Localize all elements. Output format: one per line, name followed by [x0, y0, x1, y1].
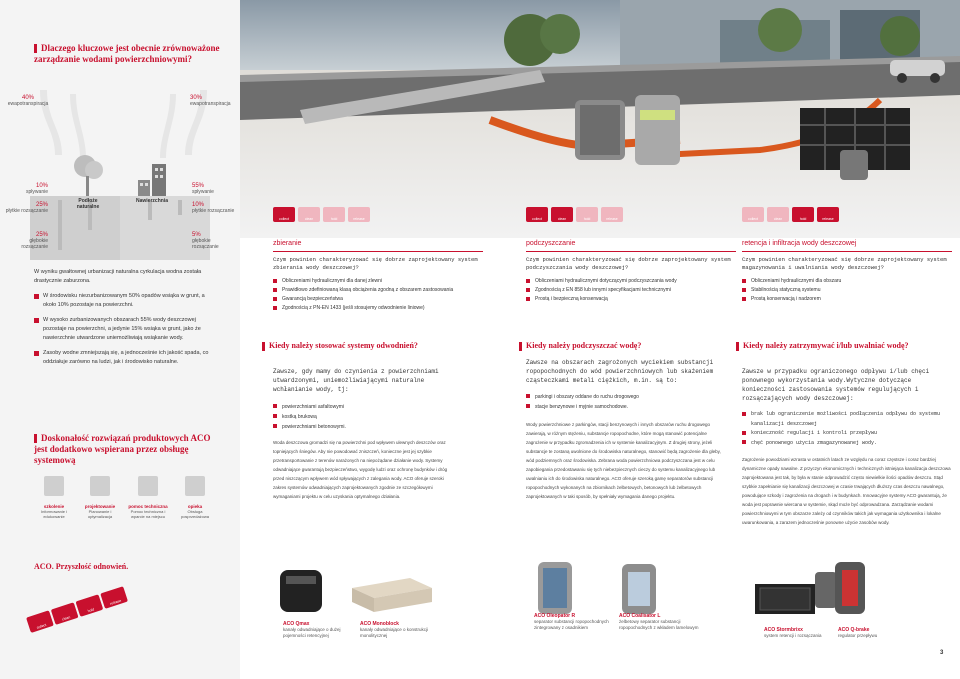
icon-label: release — [353, 217, 365, 221]
clean-badge-icon — [51, 602, 79, 625]
product-desc: kanały odwadniające o dużej pojemności retencyjnej — [283, 627, 341, 638]
column-bullet: Stabilnością statyczną systemu — [742, 286, 952, 295]
column-item: chęć ponownego użycia zmagazynowanej wody. — [742, 439, 952, 449]
label-left-evap-pct: 40% — [21, 95, 34, 101]
product-coalisator — [619, 613, 699, 631]
badge-label: collect — [36, 622, 47, 630]
label-right-runoff — [192, 183, 236, 195]
column-title: podczyszczanie — [526, 240, 576, 247]
clean-icon — [767, 207, 789, 222]
column-item: powierzchniami betonowymi. — [273, 422, 453, 432]
release-badge-icon — [100, 586, 128, 609]
left-intro: W wyniku gwałtownej urbanizacji naturalna cyrkulacja wodna została drastycznie zaburzona. — [34, 269, 202, 284]
column-lead: Zawsze w przypadku ograniczonego odpływu i/lub chęci ponownego wykorzystania wody.Wytyczne dotyczące konieczności zastosowania systemów regulujących i rozsączających wody deszczowej: — [742, 368, 930, 402]
oleopator-tank-icon — [538, 562, 572, 614]
column-clean — [526, 240, 736, 304]
release-icon — [348, 207, 370, 222]
retention-blocks-icon — [800, 108, 910, 180]
label-paved-surface: Nawierzchnia — [136, 198, 168, 204]
column-item: powierzchniami asfaltowymi — [273, 402, 453, 412]
icon-label: release — [606, 217, 618, 221]
service-name: projektowanie — [84, 504, 116, 509]
column-bullet: Obliczeniami hydraulicznymi dla obszaru — [742, 277, 952, 286]
column-hold — [742, 240, 952, 304]
heading-marker-icon — [34, 44, 37, 53]
service-desc: Planowanie i optymalizacja — [87, 509, 113, 519]
label-right-runoff-pct: 55% — [192, 183, 205, 189]
label-left-deep-pct: 25% — [35, 232, 48, 238]
column-item: stacje benzynowe i myjnie samochodowe. — [526, 402, 726, 412]
heading-marker-icon — [736, 342, 739, 351]
service-desc: Obsługa posprzedażowa — [180, 509, 210, 519]
collect-icon — [273, 207, 295, 222]
label-left-shallow — [4, 202, 48, 214]
column-heading-text: Kiedy należy zatrzymywać i/lub uwalniać wodę? — [743, 341, 909, 350]
product-name: ACO Q-brake — [838, 627, 870, 633]
release-icon — [601, 207, 623, 222]
column-bullet: Prawidłowo zdefiniowaną klasą obciążenia zgodną z obszarem zastosowania — [273, 286, 483, 295]
heading-marker-icon — [262, 342, 265, 351]
care-icon — [185, 476, 205, 496]
product-desc: żelbetowy separator substancji ropopochodnych z wkładem lamelowym — [619, 619, 699, 630]
column-body: Zagrożenie powodziami wzrasta w ostatnich latach ze względu na coraz częstsze i coraz bardziej dynamiczne opady nawalne. Z przyczyn ekonomicznych i technicznych istniejąca kanalizacja deszczowa zaprojektowana jest tak, by była w stanie odprowadzić często niewielkie ilości opadów deszczu. Stąd szybkie zapełnianie się kanalizacji deszczowej w czasie trwających dłuższy czas deszczu nawalnego, powodujące szkody i zagrożenia na drogach i w budynkach. Innowacyjne systemy ACO gwarantują, że woda jest poprawnie wiercana w systemie, skąd może być odprowadzana. Zarządzanie wodami powierzchniowymi w tym obszarze zależy od czynników takich jak wymagania użytkownika i lokalne uwarunkowania, a zarazem jednocześnie ponowne użycie zasobów wody. — [742, 457, 951, 525]
left-heading-1-text: Dlaczego kluczowe jest obecnie zrównoważone zarządzanie wodami powierzchniowymi? — [34, 43, 220, 64]
icon-label: collect — [279, 217, 289, 221]
column-clean-heading — [519, 341, 719, 351]
column-body: Woda deszczowa gromadzi się na powierzchni pod wpływem ulewnych deszczów oraz topniejących śniegów. Aby nie powodować zniszczeń, konieczne jest jej szybkie przetransportowanie z terenów narażonych na niepożądane działanie wody. Systemy odwadniające gwarantują bezpieczeństwo, wygodę ludzi oraz ochronę budynków i dróg przed niszczącym wpływem wód spływających z zalegania wody. ACO oferuje szeroki zakres systemów odwadniających zaprojektowanych zgodnie ze szczegółowymi wymaganiami projektu w celu uzyskania optymalnego działania. — [273, 440, 448, 499]
left-bullets — [34, 292, 214, 367]
service-care — [174, 476, 216, 519]
training-icon — [44, 476, 64, 496]
column-item: kostką brukową — [273, 412, 453, 422]
collect-badge-icon — [26, 610, 54, 633]
icon-label: clean — [773, 217, 783, 221]
service-name: szkolenie — [43, 504, 65, 509]
product-stormbrixx — [764, 627, 834, 639]
left-bullet: W wysoko zurbanizowanych obszarach 55% wody deszczowej pozostaje na powierzchni, a jedynie 15% wsiąka w grunt, jako że nawierzchnie utwardzone uniemożliwiają wsiąkanie wody. — [34, 316, 214, 343]
column-title: zbieranie — [273, 240, 302, 247]
service-name: opieka — [187, 504, 203, 509]
column-bullets — [273, 277, 483, 313]
hold-icon — [576, 207, 598, 222]
column-bullets — [742, 277, 952, 304]
label-right-shallow — [192, 202, 236, 214]
coalisator-tank-icon — [622, 564, 656, 614]
icon-label: clean — [304, 217, 314, 221]
label-left-shallow-text: płytkie rozsączanie — [5, 208, 48, 214]
column-body: Wody powierzchniowe z parkingów, stacji benzynowych i innych obszarów ruchu drogowego zawierają, w różnym stężeniu, substancje ropopochodne, które mogą stanowić potencjalne zagrożenie w przypadku zgromadzenia ich w systemie kanalizacyjnym. Z drugiej strony, jeżeli substancje te zostaną uwolnione do środowiska naturalnego, stanowić będą zagrożenie dla gleby, wód podziemnych oraz środowiska. Zebrana woda powierzchniowa podczyszczana jest w celu zapobiegania przedostawaniu się tych niebezpiecznych cieczy do systemu kanalizacyjnego lub uwalnianiu ich do środowiska naturalnego. ACO oferuje szeroką gamę separatorów substancji ropopochodnych wykonanych na zbiornikach żelbetowych, betonowych lub żelbetowych zaprojektowanych w taki sposób, by spełniały wymagania danego projektu. — [526, 422, 721, 499]
label-left-deep — [4, 232, 48, 250]
hold-icon — [323, 207, 345, 222]
product-oleopator — [534, 613, 609, 631]
product-name: ACO Coalisator L — [619, 613, 661, 619]
product-desc: kanały odwadniające o konstrukcji monolitycznej — [360, 627, 429, 638]
column-items — [273, 402, 453, 432]
product-qmax — [283, 621, 353, 639]
icons-collect-group — [273, 207, 373, 225]
column-bullet: Prostą konserwacją i nadzorem — [742, 295, 952, 304]
badge-label: clean — [61, 615, 71, 622]
label-right-deep — [192, 232, 236, 250]
column-title: retencja i infiltracja wody deszczowej — [742, 240, 857, 247]
product-qbrake — [838, 627, 908, 639]
column-heading-text: Kiedy należy podczyszczać wodę? — [526, 341, 642, 350]
clean-icon — [551, 207, 573, 222]
product-desc: separator substancji ropopochodnych zintegrowany z osadnikiem — [534, 619, 609, 630]
product-name: ACO Oleopator R — [534, 613, 576, 619]
column-items — [742, 410, 952, 448]
column-bullet: Zgodnością z PN-EN 1433 (jeśli stosujemy odwodnienie liniowe) — [273, 304, 483, 313]
product-desc: system retencji i rozsączania — [764, 633, 822, 638]
column-bullets — [526, 277, 736, 304]
label-left-runoff-text: spływanie — [26, 189, 48, 195]
product-name: ACO Stormbrixx — [764, 627, 803, 633]
icon-label: hold — [799, 217, 807, 221]
product-name: ACO Qmax — [283, 621, 310, 627]
hold-icon — [792, 207, 814, 222]
label-natural-ground: Podłoże naturalne — [76, 198, 100, 210]
icon-label: release — [822, 217, 834, 221]
collect-icon — [526, 207, 548, 222]
column-lead: Zawsze na obszarach zagrożonych wyciekiem substancji ropopochodnych do wód powierzchniowych lub skażeniem cząsteczkami metali ciężkich, m.in. są to: — [526, 359, 714, 384]
label-right-deep-pct: 5% — [192, 232, 201, 238]
service-name: pomoc techniczna — [128, 504, 168, 509]
badge-label: hold — [87, 607, 95, 614]
column-question: Czym powinien charakteryzować się dobrze zaprojektowany system magazynowania i uwalniania wody deszczowej? — [742, 251, 952, 272]
design-icon — [90, 476, 110, 496]
column-bullet: Prostą i bezpieczną konserwacją — [526, 295, 736, 304]
column-bullet: Zgodnością z EN 858 lub innymi specyfikacjami technicznymi — [526, 286, 736, 295]
service-support — [124, 476, 172, 519]
services-row — [34, 476, 224, 526]
column-item: konieczność regulacji i kontroli przepływu — [742, 429, 952, 439]
heading-marker-icon — [519, 342, 522, 351]
column-question: Czym powinien charakteryzować się dobrze zaprojektowany system zbierania wody deszczowej? — [273, 251, 483, 272]
service-design — [80, 476, 120, 519]
label-right-evap-pct: 30% — [190, 95, 203, 101]
column-heading-text: Kiedy należy stosować systemy odwodnień? — [269, 341, 418, 350]
left-bullet: W środowisku niezurbanizowanym 50% opadów wsiąka w grunt, a około 10% pozostaje na powierzchni. — [34, 292, 214, 310]
support-icon — [138, 476, 158, 496]
column-item: parkingi i obszary oddane do ruchu drogowego — [526, 392, 726, 402]
column-question: Czym powinien charakteryzować się dobrze zaprojektowany system podczyszczania wody deszczowej? — [526, 251, 736, 272]
label-right-evap-text: ewapotranspiracja — [190, 101, 231, 107]
left-heading-2 — [34, 433, 224, 465]
product-images — [260, 550, 960, 620]
heading-marker-icon — [34, 434, 37, 443]
badge-label: release — [109, 598, 122, 606]
column-hold-heading — [736, 341, 916, 351]
label-right-evap — [190, 95, 238, 107]
label-right-shallow-pct: 10% — [192, 202, 205, 208]
label-left-runoff-pct: 10% — [35, 183, 48, 189]
column-items — [526, 392, 726, 412]
left-bullet: Zasoby wodne zmniejszają się, a jednocześnie ich jakość spada, co oddziałuje zarówno na ludzi, jak i środowisko naturalne. — [34, 349, 214, 367]
hold-badge-icon — [76, 594, 104, 617]
label-left-shallow-pct: 25% — [35, 202, 48, 208]
icon-label: collect — [532, 217, 542, 221]
column-collect — [273, 240, 483, 313]
collect-icon — [742, 207, 764, 222]
product-monoblock — [360, 621, 430, 639]
label-right-shallow-text: płytkie rozsączanie — [192, 208, 235, 214]
column-lead: Zawsze, gdy mamy do czynienia z powierzchniami utwardzonymi, uniemożliwiającymi naturalne wchłanianie wody, tj: — [273, 368, 439, 393]
product-name: ACO Monoblock — [360, 621, 399, 627]
clean-icon — [298, 207, 320, 222]
label-left-evap-text: ewapotranspiracja — [7, 101, 49, 107]
column-collect-heading — [262, 341, 432, 351]
icons-hold-group — [742, 207, 842, 225]
service-training — [34, 476, 74, 519]
column-bullet: Obliczeniami hydraulicznymi dotyczącymi podczyszczania wody — [526, 277, 736, 286]
monoblock-channel-icon — [352, 578, 432, 612]
product-desc: regulator przepływu — [838, 633, 878, 638]
release-icon — [817, 207, 839, 222]
label-right-deep-text: głębokie rozsączanie — [192, 238, 219, 250]
hero-illustration — [240, 0, 960, 238]
service-desc: Pomoc techniczna i wparcie na miejscu — [130, 509, 166, 519]
label-left-deep-text: głębokie rozsączanie — [21, 238, 48, 250]
service-desc: Informowanie i edukowanie — [40, 509, 67, 519]
label-left-runoff — [4, 183, 48, 195]
icon-label: collect — [748, 217, 758, 221]
icon-label: hold — [330, 217, 338, 221]
qmax-channel-icon — [280, 570, 322, 612]
column-bullet: Gwarancją bezpieczeństwa — [273, 295, 483, 304]
left-heading-2-text: Doskonałość rozwiązań produktowych ACO jest dodatkowo wspierana przez obsługę systemową — [34, 433, 211, 465]
left-heading-1 — [34, 43, 224, 65]
label-right-runoff-text: spływanie — [192, 189, 214, 195]
label-left-evap — [4, 95, 52, 107]
left-heading-3: ACO. Przyszłość odnowień. — [34, 562, 129, 571]
page-number: 3 — [940, 650, 944, 656]
column-bullet: Obliczeniami hydraulicznymi dla danej zlewni — [273, 277, 483, 286]
icons-clean-group — [526, 207, 626, 225]
stormbrixx-icon — [755, 572, 837, 614]
icon-label: clean — [557, 217, 567, 221]
column-item: brak lub ograniczenie możliwości podłączenia odpływu do systemu kanalizacji deszczowej — [742, 410, 952, 429]
icon-label: hold — [583, 217, 591, 221]
qbrake-icon — [835, 562, 865, 614]
